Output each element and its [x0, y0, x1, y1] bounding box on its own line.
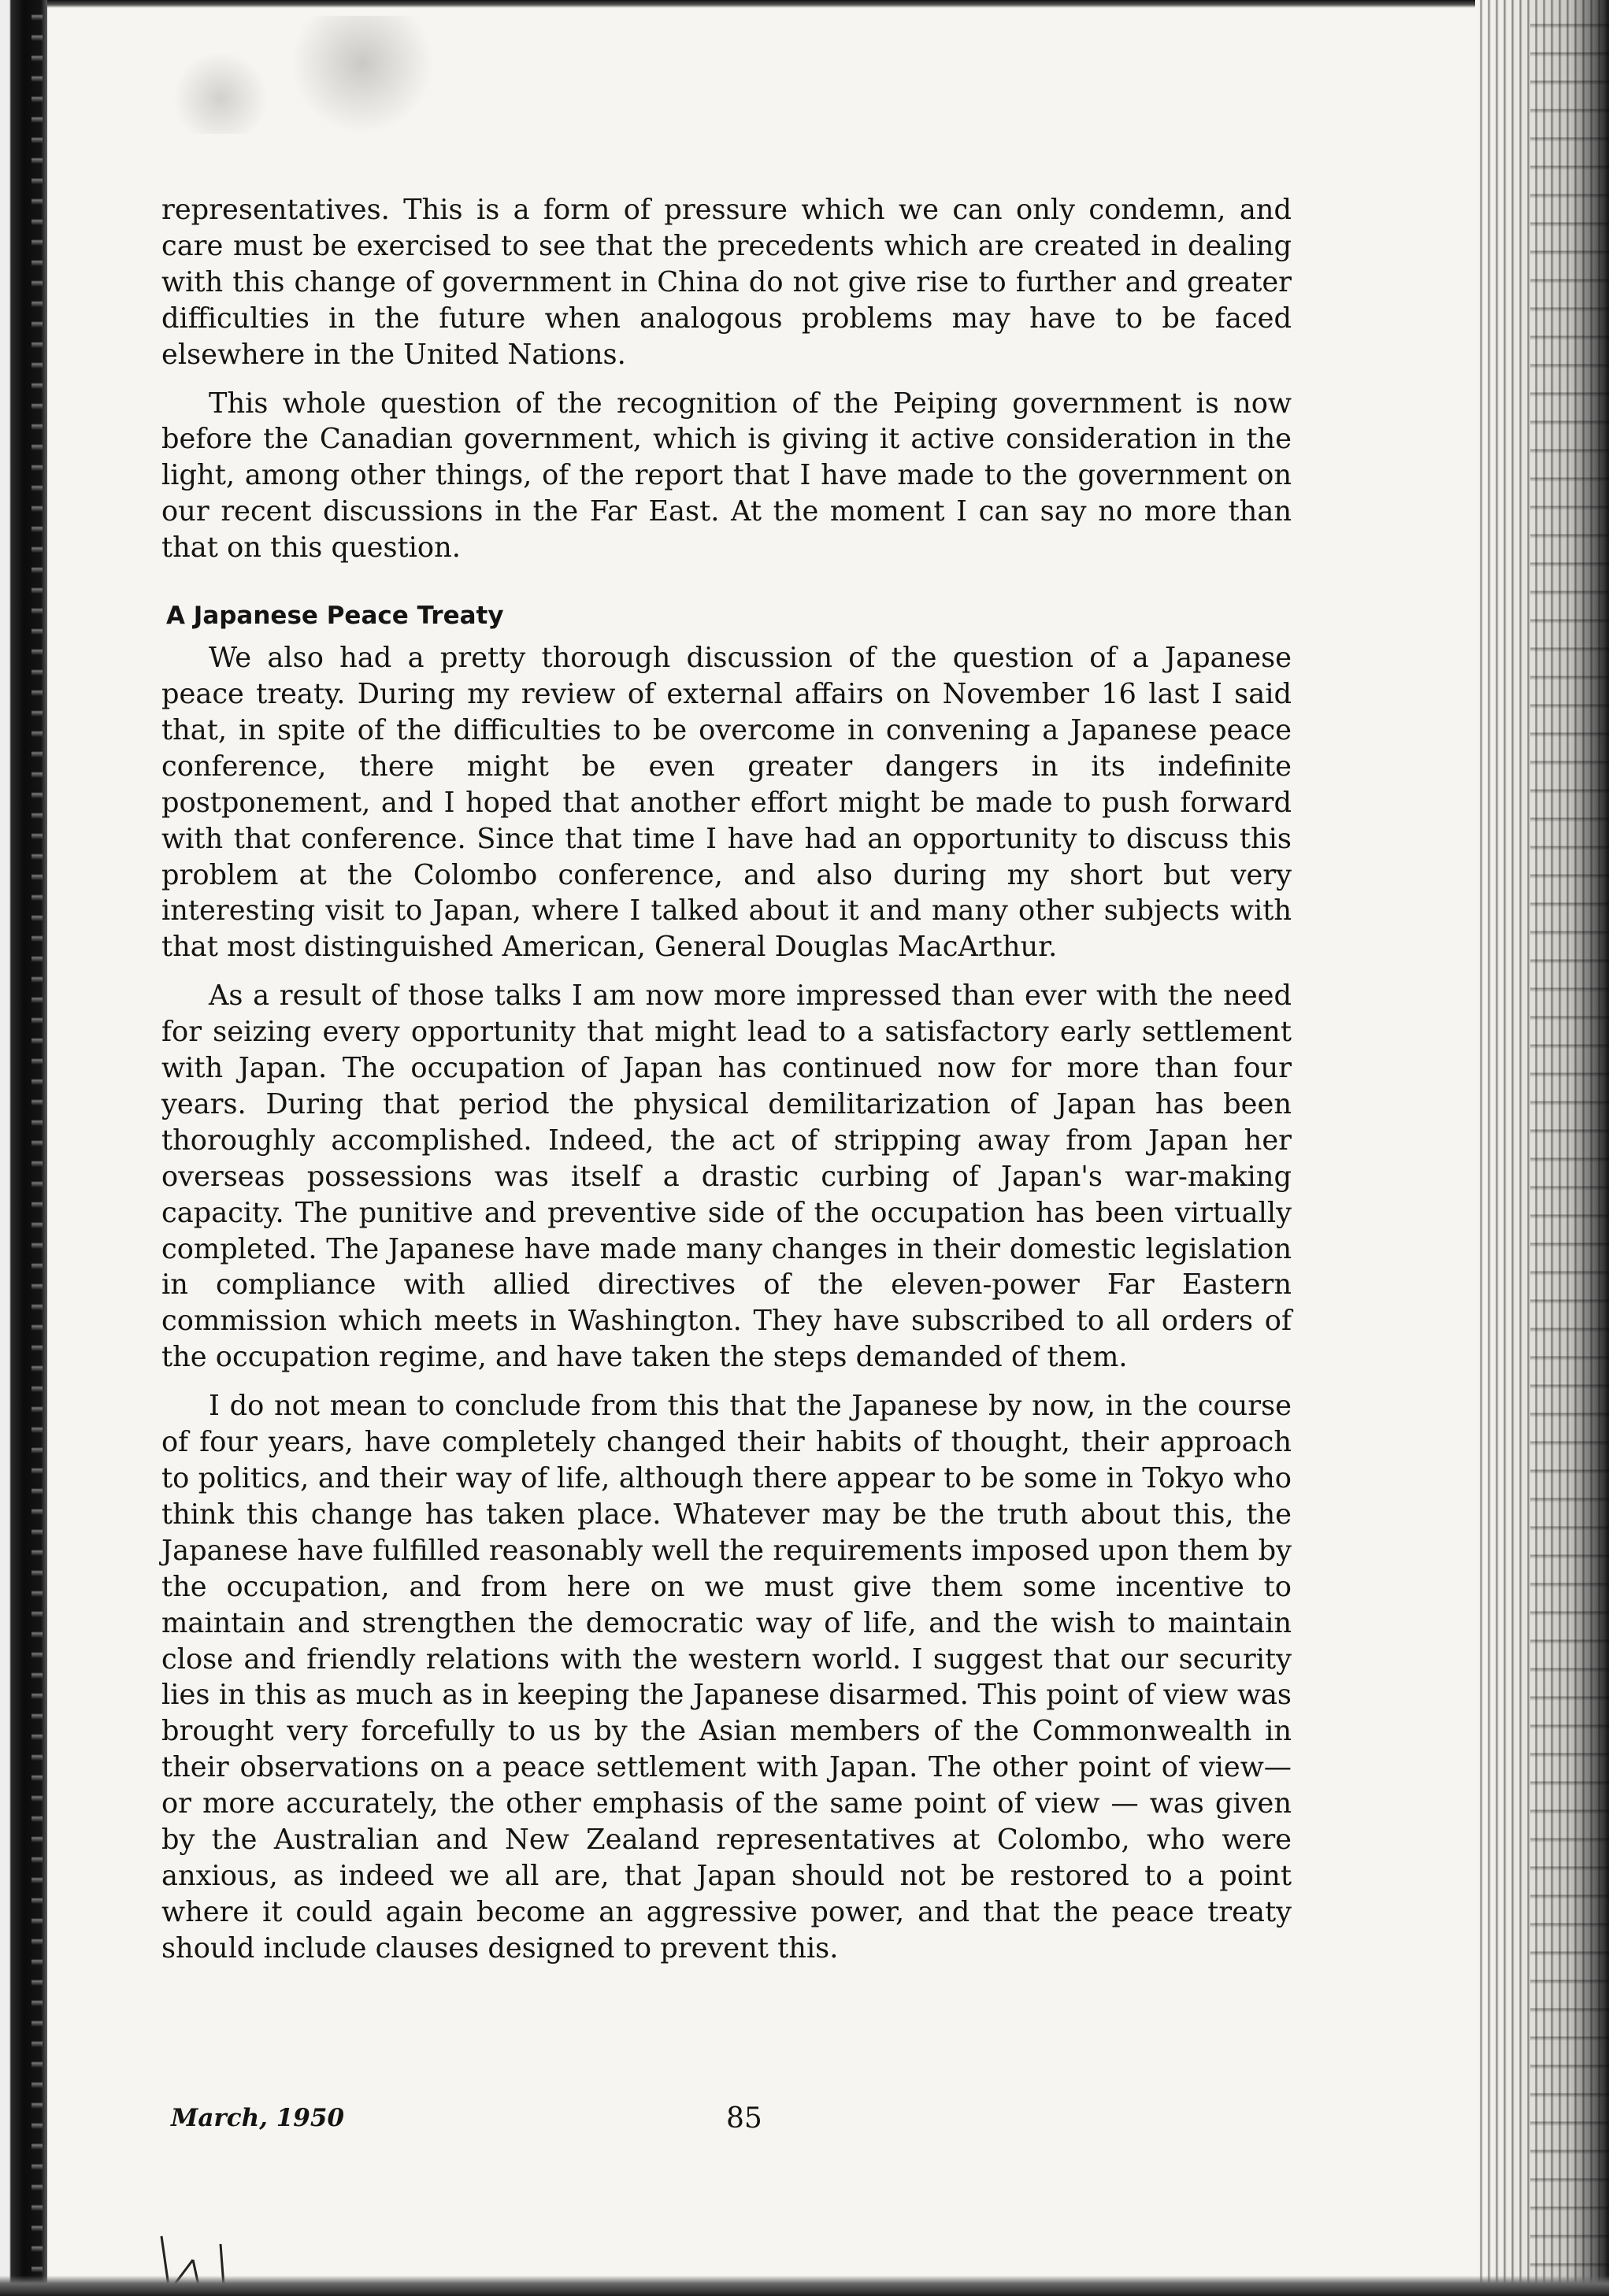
- paragraph: This whole question of the recognition of the Peiping government is now before the Canadian government, which is giving it active consideration in the light, among other things, of the report that I have made to the government on our recent discussions in the Far East. At the moment I can say no more than that on this question.: [161, 387, 1292, 565]
- paragraph: We also had a pretty thorough discussion of the question of a Japanese peace treaty. During my review of external affairs on November 16 last I said that, in spite of the difficulties to be overcome in convening a Japanese peace conference, there might be even greater dangers in its indefinite postponement, and I hoped that another effort might be made to push forward with that conference. Since that time I have had an opportunity to discuss this problem at the Colombo conference, and also during my short but very interesting visit to Japan, where I talked about it and many other subjects with that most distinguished American, General Douglas MacArthur.: [161, 642, 1292, 964]
- scan-bottom-edge: [0, 2276, 1609, 2296]
- scan-top-edge: [0, 0, 1609, 8]
- page-footer: [171, 2104, 1273, 2143]
- scan-binding-shadow: [0, 0, 47, 2296]
- paragraph: representatives. This is a form of pressure which we can only condemn, and care must be exercised to see that the precedents which are created in dealing with this change of government in China do not give rise to further and greater difficulties in the future when analogous problems may have to be faced elsewhere in the United Nations.: [161, 194, 1292, 371]
- paragraph: I do not mean to conclude from this that the Japanese by now, in the course of four years, have completely changed their habits of thought, their approach to politics, and their way of life, although there appear to be some in Tokyo who think this change has taken place. Whatever may be the truth about this, the Japanese have fulfilled reasonably well the requirements imposed upon them by the occupation, and from here on we must give them some incentive to maintain and strengthen the democratic way of life, and the wish to maintain close and friendly relations with the western world. I suggest that our security lies in this as much as in keeping the Japanese disarmed. This point of view was brought very forcefully to us by the Asian members of the Commonwealth in their observations on a peace settlement with Japan. The other point of view—or more accurately, the other emphasis of the same point of view — was given by the Australian and New Zealand representatives at Colombo, who were anxious, as indeed we all are, that Japan should not be restored to a point where it could again become an aggressive power, and that the peace treaty should include clauses designed to prevent this.: [161, 1390, 1292, 1965]
- section-heading: A Japanese Peace Treaty: [166, 602, 504, 631]
- page-number: 85: [726, 2102, 762, 2135]
- article-body: [161, 192, 1292, 1979]
- paragraph: As a result of those talks I am now more impressed than ever with the need for seizing every opportunity that might lead to a satisfactory early settlement with Japan. The occupation of Japan has continued now for more than four years. During that period the physical demilitarization of Japan has been thoroughly accomplished. Indeed, the act of stripping away from Japan her overseas possessions was itself a drastic curbing of Japan's war-making capacity. The punitive and preventive side of the occupation has been virtually completed. The Japanese have made many changes in their domestic legislation in compliance with allied directives of the eleven-power Far Eastern commission which meets in Washington. They have subscribed to all orders of the occupation regime, and have taken the steps demanded of them.: [161, 980, 1292, 1374]
- issue-date: March, 1950: [171, 2104, 345, 2132]
- scan-speckle: [126, 16, 1307, 134]
- scan-edge-noise: [1475, 0, 1609, 2296]
